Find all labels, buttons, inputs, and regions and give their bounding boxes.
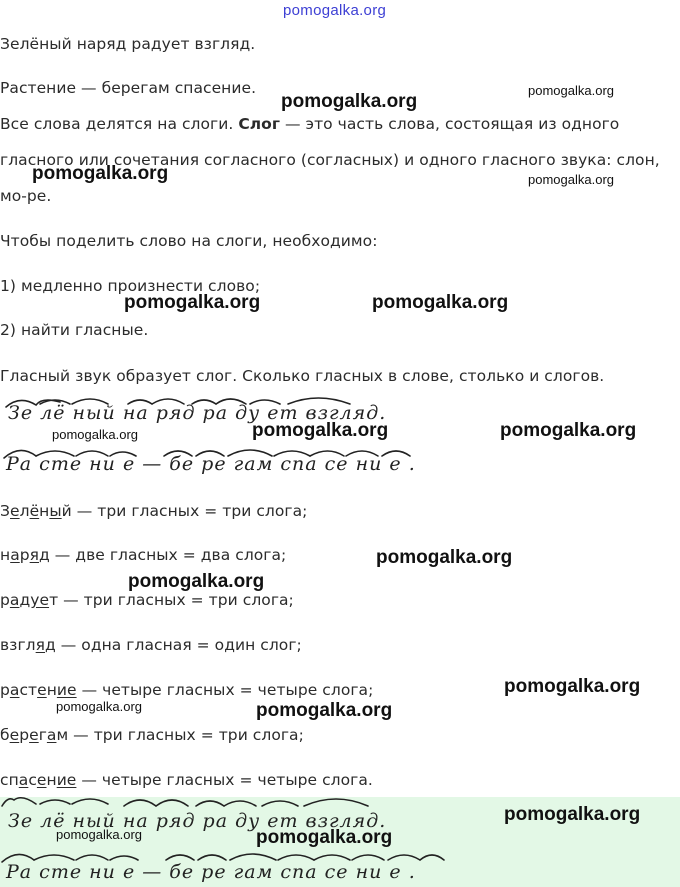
definition-line-2: гласного или сочетания согласного (согласных) и одного гласного звука: слон, [0, 151, 660, 169]
instruction: Чтобы поделить слово на слоги, необходимо: [0, 232, 378, 250]
analysis-word-6: берегам — три гласных = три слога; [0, 726, 304, 744]
watermark: pomogalka.org [281, 91, 418, 112]
watermark: pomogalka.org [504, 676, 641, 697]
watermark: pomogalka.org [252, 420, 389, 441]
hand-row-3: Зе лё ный на ряд ра ду ет взгляд. [8, 810, 387, 832]
watermark: pomogalka.org [376, 547, 513, 568]
analysis-word-5: растение — четыре гласных = четыре слога; [0, 681, 374, 699]
watermark: pomogalka.org [56, 827, 142, 842]
watermark: pomogalka.org [528, 83, 614, 98]
watermark: pomogalka.org [52, 427, 138, 442]
sentence-2: Растение — берегам спасение. [0, 79, 257, 97]
arcs-row-3 [2, 798, 368, 806]
hand-row-1: Зе лё ный на ряд ра ду ет взгляд. [8, 402, 387, 424]
watermark: pomogalka.org [500, 420, 637, 441]
watermark: pomogalka.org [372, 292, 509, 313]
step-1: 1) медленно произнести слово; [0, 277, 261, 295]
watermark: pomogalka.org [56, 699, 142, 714]
arcs-row-4 [2, 854, 444, 862]
watermark: pomogalka.org [528, 172, 614, 187]
watermark: pomogalka.org [32, 163, 169, 184]
watermark: pomogalka.org [256, 700, 393, 721]
sentence-1: Зелёный наряд радует взгляд. [0, 35, 256, 53]
definition-line-3: мо-ре. [0, 187, 52, 205]
arcs-row-1 [6, 398, 350, 407]
arcs-row-2 [4, 450, 410, 458]
hand-row-2: Ра сте ни е — бе ре гам спа се ни е . [6, 453, 416, 475]
watermark: pomogalka.org [128, 571, 265, 592]
rule: Гласный звук образует слог. Сколько гласных в слове, столько и слогов. [0, 367, 605, 385]
definition-line-1: Все слова делятся на слоги. Слог — это часть слова, состоящая из одного [0, 115, 620, 133]
top-watermark: pomogalka.org [283, 2, 387, 19]
analysis-word-3: радует — три гласных = три слога; [0, 591, 294, 609]
watermark: pomogalka.org [124, 292, 261, 313]
analysis-word-1: Зелёный — три гласных = три слога; [0, 502, 308, 520]
analysis-word-7: спасение — четыре гласных = четыре слога. [0, 771, 373, 789]
hand-row-4: Ра сте ни е — бе ре гам спа се ни е . [6, 861, 416, 883]
step-2: 2) найти гласные. [0, 321, 149, 339]
analysis-word-4: взгляд — одна гласная = один слог; [0, 636, 302, 654]
analysis-word-2: наряд — две гласных = два слога; [0, 546, 287, 564]
watermark: pomogalka.org [504, 804, 641, 825]
watermark: pomogalka.org [256, 827, 393, 848]
